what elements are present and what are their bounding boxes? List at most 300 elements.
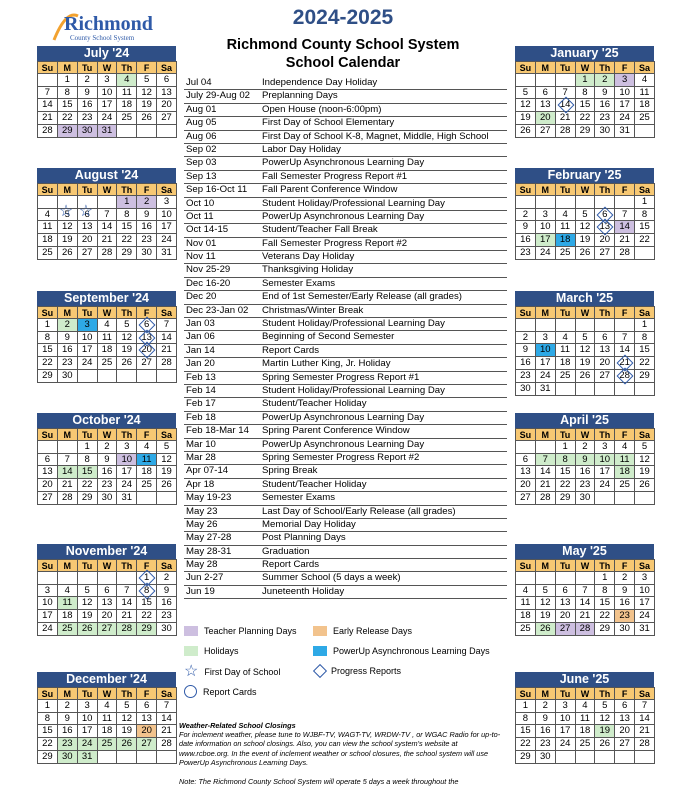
- day-cell: 13: [556, 597, 576, 610]
- empty-cell: [536, 196, 556, 209]
- weekday-header: Su: [38, 61, 58, 74]
- logo-text: Richmond: [64, 13, 153, 35]
- day-cell: 27: [137, 738, 157, 751]
- event-row: [184, 372, 507, 385]
- day-cell: 28: [576, 623, 596, 636]
- weekday-header: Tu: [78, 687, 98, 700]
- event-row: [184, 559, 507, 572]
- day-cell: 10: [635, 585, 655, 598]
- day-cell: 17: [98, 99, 118, 112]
- day-cell: 14: [576, 597, 596, 610]
- event-row: [184, 198, 507, 211]
- weekday-header: Sa: [157, 61, 177, 74]
- day-cell: 13: [78, 221, 98, 234]
- event-date: May 26: [186, 518, 218, 530]
- weekday-header: Th: [117, 428, 137, 441]
- day-cell: 9: [58, 332, 78, 345]
- month-name: November '24: [37, 544, 176, 559]
- day-cell: 11: [556, 221, 576, 234]
- day-cell: 1: [78, 441, 98, 454]
- event-date: Aug 05: [186, 117, 217, 129]
- day-cell: 8: [556, 454, 576, 467]
- weekday-header: Su: [38, 183, 58, 196]
- legend-first-day: [184, 663, 281, 680]
- weekday-header: F: [615, 687, 635, 700]
- weekday-header: M: [58, 183, 78, 196]
- day-cell: 7: [635, 700, 655, 713]
- event-name: Semester Exams: [262, 277, 336, 289]
- day-cell: 31: [615, 125, 635, 138]
- event-name: Beginning of Second Semester: [262, 331, 395, 343]
- day-cell: 17: [635, 597, 655, 610]
- day-cell: 22: [635, 357, 655, 370]
- legend-label: First Day of School: [204, 667, 281, 677]
- day-cell: 27: [98, 623, 118, 636]
- day-cell: 6 ☆: [78, 209, 98, 222]
- day-cell: 13: [137, 713, 157, 726]
- day-cell: 4: [58, 585, 78, 598]
- day-cell: 4: [615, 441, 635, 454]
- day-cell: 24: [78, 357, 98, 370]
- day-cell: 3: [556, 700, 576, 713]
- legend-label: PowerUp Asynchronous Learning Days: [333, 646, 490, 656]
- event-name: Last Day of School/Early Release (all grades): [262, 505, 456, 517]
- day-cell: 17: [78, 725, 98, 738]
- event-row: [184, 412, 507, 425]
- day-cell: 27: [595, 370, 615, 383]
- day-cell: 20: [137, 344, 157, 357]
- month-calendar: [37, 672, 176, 764]
- event-name: Report Cards: [262, 344, 320, 356]
- day-cell: 7: [98, 209, 118, 222]
- weekday-header: M: [58, 61, 78, 74]
- day-cell: 26: [516, 125, 536, 138]
- day-cell: 3: [78, 319, 98, 332]
- event-date: Feb 18: [186, 411, 216, 423]
- month-name: January '25: [515, 46, 654, 61]
- day-cell: 5: [576, 332, 596, 345]
- day-cell: 8: [635, 332, 655, 345]
- day-cell: 24: [556, 738, 576, 751]
- event-date: Jan 20: [186, 358, 215, 370]
- day-cell: 7: [58, 454, 78, 467]
- month-grid: [515, 183, 654, 260]
- event-name: End of 1st Semester/Early Release (all grades): [262, 291, 462, 303]
- day-cell: 30: [157, 623, 177, 636]
- day-cell: 21: [38, 112, 58, 125]
- day-cell: 22: [576, 112, 596, 125]
- weather-title: Weather-Related School Closings: [179, 721, 296, 730]
- weekday-header: Th: [117, 559, 137, 572]
- event-row: [184, 519, 507, 532]
- month-grid: [515, 61, 654, 138]
- weekday-header: F: [137, 687, 157, 700]
- day-cell: 29: [595, 623, 615, 636]
- event-name: Spring Semester Progress Report #2: [262, 451, 420, 463]
- day-cell: 10: [556, 713, 576, 726]
- day-cell: 13: [595, 344, 615, 357]
- event-row: [184, 439, 507, 452]
- day-cell: 11: [556, 344, 576, 357]
- day-cell: 1: [576, 74, 596, 87]
- day-cell: 29: [38, 751, 58, 764]
- empty-cell: [516, 196, 536, 209]
- day-cell: 5: [117, 319, 137, 332]
- event-row: [184, 211, 507, 224]
- weekday-header: Su: [38, 428, 58, 441]
- day-cell: 24: [595, 479, 615, 492]
- day-cell: 2: [157, 572, 177, 585]
- day-cell: 30: [137, 247, 157, 260]
- weekday-header: W: [576, 428, 596, 441]
- day-cell: 28: [615, 247, 635, 260]
- day-cell: 20: [98, 610, 118, 623]
- day-cell: 8: [635, 209, 655, 222]
- weekday-header: Th: [117, 183, 137, 196]
- day-cell: 24: [78, 738, 98, 751]
- day-cell: 11: [576, 713, 596, 726]
- day-cell: 31: [98, 125, 118, 138]
- day-cell: 11: [98, 713, 118, 726]
- day-cell: 25: [38, 247, 58, 260]
- day-cell: 25: [98, 357, 118, 370]
- day-cell: 21: [615, 234, 635, 247]
- day-cell: 2: [576, 441, 596, 454]
- day-cell: 14: [615, 221, 635, 234]
- day-cell: 20: [536, 112, 556, 125]
- weekday-header: Sa: [157, 306, 177, 319]
- event-date: July 29-Aug 02: [186, 90, 250, 102]
- day-cell: 20: [38, 479, 58, 492]
- weekday-header: M: [58, 559, 78, 572]
- empty-cell: [137, 751, 157, 764]
- legend-label: Progress Reports: [331, 666, 402, 676]
- day-cell: 16: [58, 344, 78, 357]
- event-date: Oct 10: [186, 197, 215, 209]
- day-cell: 28: [38, 125, 58, 138]
- event-date: Jun 2-27: [186, 572, 224, 584]
- event-row: [184, 171, 507, 184]
- day-cell: 27: [38, 492, 58, 505]
- day-cell: 4: [556, 209, 576, 222]
- empty-cell: [576, 319, 596, 332]
- weather-closings: [179, 721, 509, 767]
- weekday-header: F: [137, 428, 157, 441]
- day-cell: 16: [157, 597, 177, 610]
- empty-cell: [38, 572, 58, 585]
- day-cell: 23: [58, 357, 78, 370]
- day-cell: 28: [157, 357, 177, 370]
- event-date: Dec 20: [186, 291, 217, 303]
- empty-cell: [78, 370, 98, 383]
- day-cell: 1: [635, 196, 655, 209]
- month-calendar: [37, 46, 176, 138]
- day-cell: 11: [117, 87, 137, 100]
- day-cell: 24: [635, 610, 655, 623]
- month-calendar: [37, 168, 176, 260]
- day-cell: 16: [58, 725, 78, 738]
- day-cell: 8: [38, 713, 58, 726]
- day-cell: 20: [137, 725, 157, 738]
- day-cell: 17: [556, 725, 576, 738]
- day-cell: 28: [536, 492, 556, 505]
- day-cell: 9: [58, 713, 78, 726]
- day-cell: 23: [157, 610, 177, 623]
- day-cell: 23: [78, 112, 98, 125]
- day-cell: 24: [536, 370, 556, 383]
- day-cell: 16: [576, 466, 596, 479]
- day-cell: 19: [117, 344, 137, 357]
- day-cell: 18: [635, 99, 655, 112]
- teacher-planning-swatch: [184, 626, 198, 636]
- weekday-header: Su: [516, 687, 536, 700]
- day-cell: 25: [556, 370, 576, 383]
- weekday-header: Sa: [157, 183, 177, 196]
- day-cell: 7: [615, 332, 635, 345]
- event-row: [184, 291, 507, 304]
- day-cell: 30: [615, 623, 635, 636]
- event-row: [184, 305, 507, 318]
- day-cell: 3: [536, 209, 556, 222]
- day-cell: 26: [576, 370, 596, 383]
- month-grid: [515, 687, 654, 764]
- day-cell: 23: [595, 112, 615, 125]
- day-cell: 11: [137, 454, 157, 467]
- day-cell: 21: [615, 357, 635, 370]
- empty-cell: [635, 247, 655, 260]
- day-cell: 4: [137, 441, 157, 454]
- legend-powerup: [313, 646, 490, 656]
- day-cell: 19: [576, 357, 596, 370]
- day-cell: 3: [615, 74, 635, 87]
- month-calendar: [515, 544, 654, 636]
- day-cell: 13: [536, 99, 556, 112]
- weekday-header: W: [98, 687, 118, 700]
- event-row: [184, 546, 507, 559]
- day-cell: 18: [98, 725, 118, 738]
- event-row: [184, 425, 507, 438]
- day-cell: 26: [58, 247, 78, 260]
- day-cell: 9: [576, 454, 596, 467]
- day-cell: 10: [117, 454, 137, 467]
- day-cell: 8: [58, 87, 78, 100]
- day-cell: 15: [516, 725, 536, 738]
- event-name: PowerUp Asynchronous Learning Day: [262, 438, 425, 450]
- weekday-header: Th: [117, 306, 137, 319]
- day-cell: 9: [137, 209, 157, 222]
- event-date: May 23: [186, 505, 218, 517]
- weekday-header: Tu: [78, 428, 98, 441]
- day-cell: 25: [576, 738, 596, 751]
- weekday-header: Su: [516, 428, 536, 441]
- day-cell: 30: [58, 370, 78, 383]
- day-cell: 1: [38, 700, 58, 713]
- day-cell: 19: [595, 725, 615, 738]
- day-cell: 21: [157, 725, 177, 738]
- day-cell: 23: [516, 247, 536, 260]
- day-cell: 3: [635, 572, 655, 585]
- events-list: [184, 77, 507, 599]
- day-cell: 23: [58, 738, 78, 751]
- empty-cell: [635, 492, 655, 505]
- weekday-header: M: [536, 559, 556, 572]
- event-name: Spring Semester Progress Report #1: [262, 371, 420, 383]
- empty-cell: [556, 74, 576, 87]
- weather-body: For inclement weather, please tune to WJBF-TV, WAGT-TV, WRDW-TV , or WGAC Radio for up-to-date information on school closings. Also, you can view the school system's website at www.rcboe.org. In the event of inclement weather or school closures, the school system will use PowerUp Asynchronous Learning Days.: [179, 730, 501, 767]
- event-row: [184, 465, 507, 478]
- day-cell: 31: [117, 492, 137, 505]
- day-cell: 22: [117, 234, 137, 247]
- day-cell: 3: [38, 585, 58, 598]
- empty-cell: [556, 572, 576, 585]
- event-date: Jan 03: [186, 318, 215, 330]
- event-date: Mar 10: [186, 438, 216, 450]
- day-cell: 7: [38, 87, 58, 100]
- day-cell: 22: [556, 479, 576, 492]
- day-cell: 19: [635, 466, 655, 479]
- day-cell: 15: [38, 344, 58, 357]
- weekday-header: Tu: [78, 559, 98, 572]
- day-cell: 11: [615, 454, 635, 467]
- weekday-header: Su: [516, 183, 536, 196]
- month-grid: [37, 687, 176, 764]
- day-cell: 16: [137, 221, 157, 234]
- day-cell: 6: [137, 700, 157, 713]
- day-cell: 9: [98, 454, 118, 467]
- day-cell: 29: [117, 247, 137, 260]
- day-cell: 10: [78, 332, 98, 345]
- day-cell: 9: [78, 87, 98, 100]
- legend-label: Early Release Days: [333, 626, 413, 636]
- weekday-header: W: [576, 183, 596, 196]
- day-cell: 10: [98, 87, 118, 100]
- event-row: [184, 251, 507, 264]
- weekday-header: W: [98, 183, 118, 196]
- day-cell: 21: [157, 344, 177, 357]
- day-cell: 25: [516, 623, 536, 636]
- event-row: [184, 398, 507, 411]
- empty-cell: [98, 196, 118, 209]
- event-name: Juneteenth Holiday: [262, 585, 345, 597]
- month-name: March '25: [515, 291, 654, 306]
- day-cell: 13: [595, 221, 615, 234]
- day-cell: 5: [635, 441, 655, 454]
- weekday-header: M: [58, 687, 78, 700]
- day-cell: 5: [157, 441, 177, 454]
- event-name: Open House (noon-6:00pm): [262, 103, 382, 115]
- event-name: Fall Parent Conference Window: [262, 184, 398, 196]
- empty-cell: [556, 751, 576, 764]
- weekday-header: Tu: [556, 61, 576, 74]
- day-cell: 18: [98, 344, 118, 357]
- event-date: May 28-31: [186, 545, 232, 557]
- day-cell: 16: [595, 99, 615, 112]
- day-cell: 29: [556, 492, 576, 505]
- system-name: Richmond County School System: [226, 37, 460, 53]
- day-cell: 8: [78, 454, 98, 467]
- day-cell: 14: [157, 332, 177, 345]
- empty-cell: [576, 751, 596, 764]
- weekday-header: Tu: [78, 183, 98, 196]
- weekday-header: W: [98, 428, 118, 441]
- day-cell: 4: [38, 209, 58, 222]
- weekday-header: Sa: [635, 428, 655, 441]
- month-name: August '24: [37, 168, 176, 183]
- weekday-header: Th: [595, 61, 615, 74]
- day-cell: 7: [157, 700, 177, 713]
- weekday-header: Su: [38, 559, 58, 572]
- empty-cell: [157, 751, 177, 764]
- event-row: [184, 144, 507, 157]
- day-cell: 8: [576, 87, 596, 100]
- day-cell: 15: [576, 99, 596, 112]
- day-cell: 15: [635, 344, 655, 357]
- day-cell: 29: [78, 492, 98, 505]
- day-cell: 14: [615, 344, 635, 357]
- day-cell: 21: [98, 234, 118, 247]
- day-cell: 29: [137, 623, 157, 636]
- day-cell: 10: [78, 713, 98, 726]
- month-calendar: [515, 672, 654, 764]
- day-cell: 31: [536, 383, 556, 396]
- empty-cell: [137, 370, 157, 383]
- day-cell: 8: [38, 332, 58, 345]
- calendar-subtitle: School Calendar: [285, 55, 401, 71]
- event-row: [184, 117, 507, 130]
- day-cell: 12: [536, 597, 556, 610]
- empty-cell: [98, 572, 118, 585]
- empty-cell: [157, 125, 177, 138]
- weekday-header: W: [576, 61, 596, 74]
- diamond-icon: [313, 664, 327, 678]
- event-name: Labor Day Holiday: [262, 143, 341, 155]
- month-name: April '25: [515, 413, 654, 428]
- weekday-header: Th: [595, 428, 615, 441]
- powerup-swatch: [313, 646, 327, 656]
- event-name: Post Planning Days: [262, 532, 346, 544]
- event-date: Nov 25-29: [186, 264, 231, 276]
- day-cell: 31: [635, 623, 655, 636]
- day-cell: 9: [516, 221, 536, 234]
- weekday-header: Sa: [157, 687, 177, 700]
- weekday-header: Tu: [556, 306, 576, 319]
- day-cell: 1: [635, 319, 655, 332]
- day-cell: 20: [595, 357, 615, 370]
- event-date: Jul 04: [186, 77, 212, 88]
- empty-cell: [38, 196, 58, 209]
- empty-cell: [516, 74, 536, 87]
- day-cell: 2: [58, 319, 78, 332]
- empty-cell: [516, 319, 536, 332]
- day-cell: 15: [117, 221, 137, 234]
- weekday-header: Sa: [635, 559, 655, 572]
- day-cell: 30: [536, 751, 556, 764]
- day-cell: 19: [516, 112, 536, 125]
- weekday-header: Su: [516, 559, 536, 572]
- day-cell: 8: [516, 713, 536, 726]
- day-cell: 17: [78, 344, 98, 357]
- day-cell: 31: [157, 247, 177, 260]
- day-cell: 18: [58, 610, 78, 623]
- day-cell: 14: [157, 713, 177, 726]
- day-cell: 16: [98, 466, 118, 479]
- day-cell: 3: [98, 74, 118, 87]
- day-cell: 28: [117, 623, 137, 636]
- month-grid: [37, 306, 176, 383]
- legend-label: Teacher Planning Days: [204, 626, 297, 636]
- day-cell: 29: [58, 125, 78, 138]
- day-cell: 15: [556, 466, 576, 479]
